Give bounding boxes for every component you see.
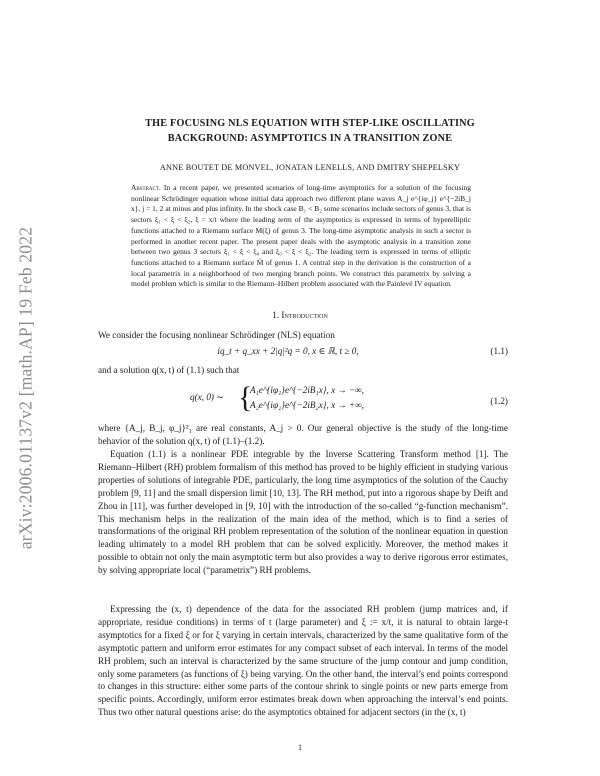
equation-1-2-number: (1.2) (490, 396, 508, 406)
left-brace: { (238, 381, 253, 414)
abstract-text: In a recent paper, we presented scenarios of long-time asymptotics for a solution of the focusing nonlinear Schrödinger equation whose initial data approach two different plane waves A_j e^{iφ_j} e^{−2iB_j x}, j = 1, 2 at minus and plus infinity. In the shock case B₁ < B₂ some scenarios include sectors of genus 3, that is sectors ξ₁ < ξ < ξ₂, ξ = x/t where the leading term of the asymptotics is expressed in terms of hyperelliptic functions attached to a Riemann surface M(ξ) of genus 3. The long-time asymptotic analysis in such a sector is performed in another recent paper. The present paper deals with the asymptotic analysis in a transition zone between two genus 3 sectors ξ₁ < ξ < ξ₀ and ξ₀ < ξ < ξ₂. The leading term is expressed in terms of elliptic functions attached to a Riemann surface M̃ of genus 1. A central step in the derivation is the construction of a local parametrix in a neighborhood of two merging branch points. We construct this parametrix by solving a model problem which is similar to the Riemann–Hilbert problem associated with the Painlevé IV equation. (131, 183, 472, 289)
paragraph-expressing: Expressing the (x, t) dependence of the data for the associated RH problem (jump matrices and, if appropriate, residue conditions) in terms of t (large parameter) and ξ := x/t, it is natural to obtain large-t asymptotics for a fixed ξ or for ξ varying in certain intervals, characterized by the same qualitative form of the asymptotic pattern and uniform error estimates for any compact subset of each interval. In terms of the model RH problem, such an interval is characterized by the same structure of the jump contour and jump condition, only some parameters (as functions of ξ) being varying. On the other hand, the interval’s end points correspond to changes in this structure: either some parts of the contour shrink to single points or new parts emerge from specific points. Accordingly, uniform error estimates break down when approaching the interval’s end points. Thus two other natural questions arise: do the asymptotics obtained for adjacent sectors (in the (x, t) (98, 604, 508, 718)
equation-1-2-row-2: A₂e^{iφ₂}e^{−2iB₂x}, x → +∞, (250, 400, 364, 410)
equation-1-2-lhs: q(x, 0) ∼ (190, 392, 224, 402)
intro-line: We consider the focusing nonlinear Schrödinger (NLS) equation (98, 330, 335, 340)
and-solution-text: and a solution q(x, t) of (1.1) such that (98, 365, 240, 375)
paragraph-equation-integrable: Equation (1.1) is a nonlinear PDE integrable by the Inverse Scattering Transform method [1]. The Riemann–Hilbert (RH) problem formalism of this method has proved to be highly efficient in studying various properties of solutions of integrable PDE, particularly, the long time asymptotics of the solution of the Cauchy problem [9, 11] and the small dispersion limit [10, 13]. The RH method, put into a rigorous shape by Deift and Zhou in [11], was further developed in [9, 10] with the introduction of the so-called “g-function mechanism”. This mechanism helps in the realization of the main idea of the method, which is to find a series of transformations of the original RH problem representation of the solution of the nonlinear equation in question leading ultimately to a model RH problem that can be solved explicitly. Moreover, the method makes it possible to obtain not only the main asymptotic term but also provides a way to derive rigorous error estimates, by solving appropriate local (“parametrix”) RH problems. (98, 449, 508, 576)
equation-1-2-row-1: A₁e^{iφ₁}e^{−2iB₁x}, x → −∞, (250, 385, 364, 395)
equation-1-1-number: (1.1) (490, 346, 508, 356)
paper-authors: ANNE BOUTET DE MONVEL, JONATAN LENELLS, AND DMITRY SHEPELSKY (159, 163, 461, 172)
arxiv-identifier: arXiv:2006.01137v2 [math.AP] 19 Feb 2022 (15, 226, 36, 550)
equation-1-1 (98, 346, 508, 360)
section-heading: 1. Introduction (272, 310, 328, 320)
paper-title: THE FOCUSING NLS EQUATION WITH STEP-LIKE OSCILLATING BACKGROUND: ASYMPTOTICS IN A TRANSITION ZONE (145, 118, 475, 144)
page-number: 1 (298, 743, 302, 752)
abstract (131, 183, 471, 290)
abstract-label: Abstract. (131, 183, 161, 192)
equation-1-1-body: iq_t + q_xx + 2|q|²q = 0, x ∈ ℝ, t ≥ 0, (217, 346, 359, 356)
paragraph-where: where {A_j, B_j, φ_j}²₁ are real constants, A_j > 0. Our general objective is the study of the long-time behavior of the solution q(x, t) of (1.1)–(1.2). (98, 423, 508, 446)
and-solution-line (98, 364, 508, 377)
